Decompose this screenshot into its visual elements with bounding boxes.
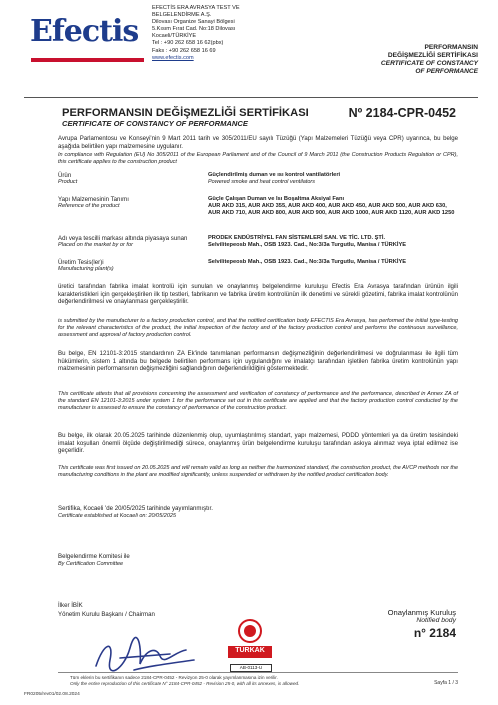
paragraph-2-en: is submitted by the manufacturer to a factory production control, and that the notified certification body EFECTIS Era Avrasya, has performed the initial type-testing for the relevant characteristics of the product, the initial inspection of the factory and of the factory production control and performs the continuous surveillance, assessment and approval of factory production control. [58, 318, 458, 338]
market-label-en: Placed on the market by or for [58, 242, 133, 249]
reference-line: AUR AKD 315, AUR AKD 355, AUR AKD 400, AUR AKD 450, AUR AKD 500, AUR AKD 630, [208, 203, 447, 210]
paragraph-2-tr: üretici tarafından fabrika imalat kontrolü için sunulan ve onaylanmış belgelendirme kuruluşu Efectis Era Avrasya tarafından ürünün ilgili karakteristikleri için gerçekleştirilen ilk tip testleri, fabrikanın ve fabrika üretim kontrolünün ilk denetimi ve sürekli gözetimi, fabrika imalat kontrolünün değerlendirilmesi ve onaylanması gerçekleştirilir. [58, 283, 458, 306]
footnote-en: Only the entire reproduction of this certificate N° 2184-CPR-0452 - Revision 25-0, with all its annexes, is allowed. [70, 681, 300, 686]
issuer-line: BELGELENDİRME A.Ş. [152, 12, 212, 19]
signer-name: İlker İBİK [58, 602, 83, 609]
issued-tr: Sertifika, Kocaeli 'de 20/05/2025 tarihinde yayımlanmıştır. [58, 505, 213, 512]
product-label-tr: Ürün [58, 172, 72, 179]
market-label-tr: Adı veya tescilli markası altında piyasaya sunan [58, 235, 188, 242]
notified-body-tr: Onaylanmış Kuruluş [387, 608, 456, 617]
header-right-title [328, 44, 478, 76]
issuer-website[interactable]: www.efectis.com [152, 54, 194, 61]
page-number: Sayfa 1 / 3 [434, 680, 458, 686]
form-number: FR0205/rev01/02.08.2024 [24, 692, 80, 697]
header-line: PERFORMANSIN [424, 44, 478, 51]
committee-en: By Certification Committee [58, 561, 124, 567]
issuer-line: Dilovası Organize Sanayi Bölgesi [152, 19, 235, 26]
page-subtitle: CERTIFICATE OF CONSTANCY OF PERFORMANCE [62, 119, 248, 128]
issuer-line: EFECTİS ERA AVRASYA TEST VE [152, 5, 240, 11]
reference-value [208, 196, 458, 218]
footer-divider [58, 672, 458, 673]
issuer-line: Kocaeli/TÜRKİYE [152, 33, 197, 40]
reference-line: Güçle Çalışan Duman ve Isı Boşaltma Aksiyal Fanı [208, 196, 345, 202]
issuer-address [152, 5, 292, 62]
manufacturer-name: PRODEK ENDÜSTRİYEL FAN SİSTEMLERİ SAN. VE TİC. LTD. ŞTİ. [208, 235, 386, 241]
notified-body-en: Notified body [416, 617, 456, 624]
reference-line: AUR AKD 710, AUR AKD 800, AUR AKD 900, AUR AKD 1000, AUR AKD 1120, AUR AKD 1250 [208, 210, 455, 217]
reference-label-en: Reference of the product [58, 203, 120, 210]
plant-value: Selvilitepeosb Mah., OSB 1923. Cad., No:3/3a Turgutlu, Manisa / TÜRKİYE [208, 259, 407, 265]
paragraph-4-en: This certificate was first issued on 20.05.2025 and will remain valid as long as neither the harmonized standard, the construction product, the AVCP methods nor the manufacturing conditions in the plant are modified significantly, unless suspended or withdrawn by the notified product certification body. [58, 465, 458, 478]
paragraph-4-tr: Bu belge, ilk olarak 20.05.2025 tarihinde düzenlenmiş olup, uyumlaştırılmış standart, yapı malzemesi, PDDD yöntemleri ya da üretim tesisindeki imalat koşulları önemli ölçüde değiştirilmediği sürece, onaylanmış ürün belgelendirme kuruluşu tarafından askıya alınmaz veya iptal edilmez ise geçerlidir. [58, 432, 458, 455]
reference-label-tr: Yapı Malzemesinin Tanımı [58, 196, 129, 203]
committee-tr: Belgelendirme Komitesi ile [58, 553, 130, 560]
issuer-line: 5.Kısım Fırat Cad. No:18 Dilovası [152, 26, 236, 33]
issued-en: Certificate established at Kocaeli on: 20/05/2025 [58, 513, 177, 519]
plant-label-tr: Üretim Tesis(ler)i [58, 259, 104, 266]
efectis-logo [30, 14, 148, 64]
header-divider [24, 97, 478, 98]
notified-body-number: n° 2184 [413, 626, 456, 640]
manufacturer-address: Selvilitepeosb Mah., OSB 1923. Cad., No:3/3a Turgutlu, Manisa / TÜRKİYE [208, 242, 407, 249]
signer-title: Yönetim Kurulu Başkanı / Chairman [58, 611, 155, 618]
market-value [208, 235, 458, 249]
product-value [208, 172, 458, 186]
product-value-en: Powered smoke and heat control ventilators [208, 179, 316, 186]
intro-en: In compliance with Regulation (EU) No 305/2011 of the European Parliament and of the Council of 9 March 2011 (the Construction Products Regulation or CPR), this certificate applies to the construction product [58, 152, 458, 165]
turkak-code: AB-0113-U [230, 664, 272, 672]
signature-image [90, 636, 200, 676]
footnote [70, 675, 299, 687]
page-title: PERFORMANSIN DEĞİŞMEZLİĞİ SERTİFİKASI [62, 107, 309, 119]
notified-body [388, 608, 456, 640]
logo-underline [31, 58, 144, 62]
logo-text: Efectis [30, 14, 139, 49]
certificate-number: Nº 2184-CPR-0452 [348, 106, 456, 120]
turkak-brand: TÜRKAK [235, 647, 265, 654]
product-value-tr: Güçlendirilmiş duman ve ısı kontrol vantilatörleri [208, 172, 341, 178]
issuer-line: Faks : +90 262 658 16 69 [152, 47, 216, 54]
turkak-accreditation-mark [226, 618, 274, 676]
paragraph-3-tr: Bu belge, EN 12101-3:2015 standardının ZA Ek'inde tanımlanan performansın değişmezliğinin değerlendirilmesi ve doğrulanması ile ilgili tüm hükümlerin, sistem 1 altında bu belgede belirtilen performans için uygulandığını ve imalatçı tarafından işletilen fabrika üretim kontrolünün yapı malzemesinin performansının değişmezliğini sağlandığının değerlendirildiğini göstermektedir. [58, 350, 458, 373]
paragraph-3-en: This certificate attests that all provisions concerning the assessment and verification of constancy of performance and the performance, described in Annex ZA of the standard EN 12101-3:2015 under system 1 for the performance set out in this certificate are applied and that the factory production control conducted by the manufacturer is assessed to ensure the constancy of performance of the construction product. [58, 391, 458, 411]
header-line: DEĞİŞMEZLİĞİ SERTİFİKASI [387, 52, 478, 59]
plant-label-en: Manufacturing plant(s) [58, 266, 114, 273]
product-label-en: Product [58, 179, 78, 186]
issuer-line: Tel : +90 262 658 16 62(pbx) [152, 40, 224, 47]
footnote-tr: Tüm eklerin bu sertifikanın sadece 2184-CPR-0452 - Revizyon 25-0 olarak yayımlanmasına izin verilir. [70, 675, 278, 680]
header-line: CERTIFICATE OF CONSTANCY [380, 60, 478, 67]
intro-tr: Avrupa Parlamentosu ve Konseyi'nin 9 Mart 2011 tarih ve 305/2011/EU sayılı Tüzüğü (Yapı Malzemeleri Tüzüğü veya CPR) uyarınca, bu belge aşağıda belirtilen yapı malzemesine uygulanır. [58, 135, 458, 150]
header-line: OF PERFORMANCE [415, 68, 478, 75]
